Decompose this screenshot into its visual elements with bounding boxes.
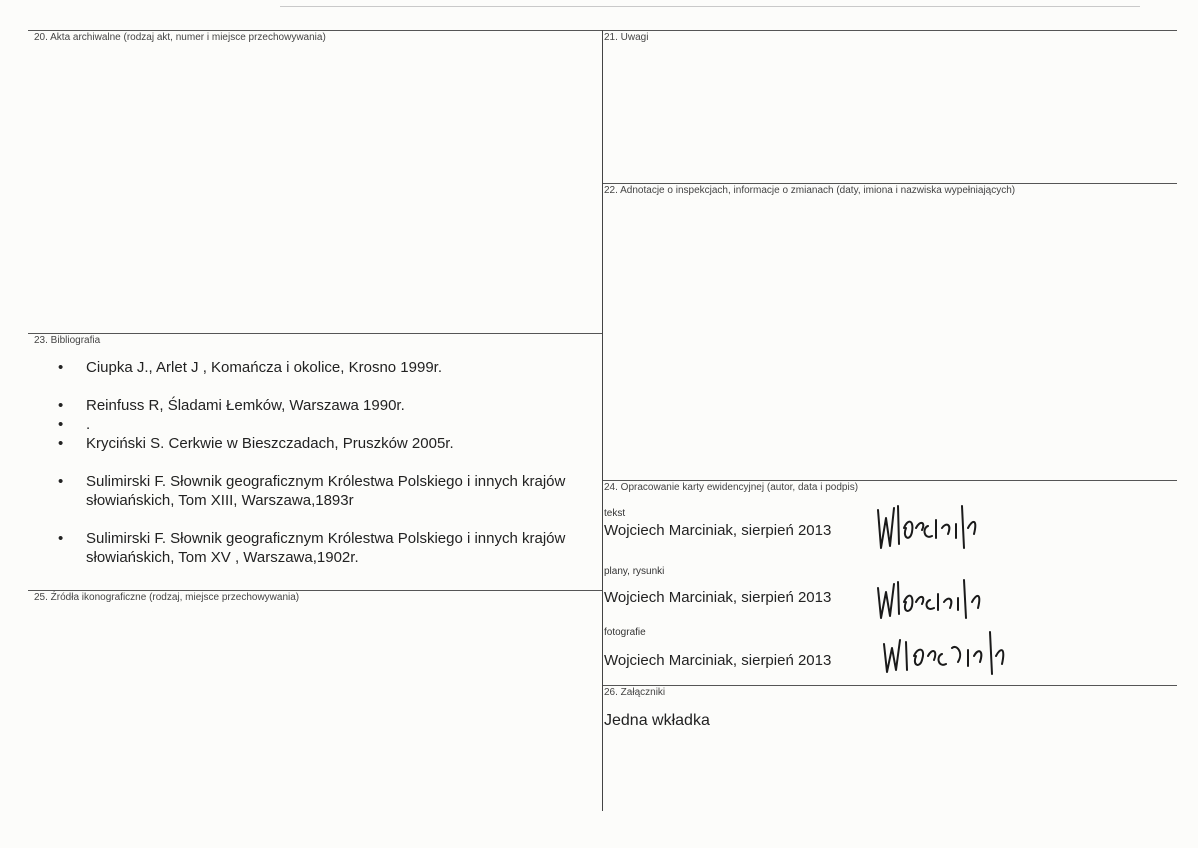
plans-author-value: Wojciech Marciniak, sierpień 2013 [604, 589, 832, 606]
bibliography-text: Ciupka J., Arlet J , Komańcza i okolice, Krosno 1999r. [86, 359, 443, 376]
signature-handwritten [872, 498, 982, 554]
bibliography-item [56, 396, 596, 415]
text-author-label: tekst [604, 508, 626, 519]
bullet-icon: • [58, 397, 64, 414]
top-edge-rule [280, 6, 1140, 7]
bullet-icon: • [58, 530, 64, 547]
bibliography-item [56, 415, 596, 434]
section-25-label: 25. Źródła ikonograficzne (rodzaj, miejsce przechowywania) [34, 592, 300, 603]
bibliography-item [56, 358, 596, 377]
rule-section-21 [602, 30, 1177, 31]
bibliography-item [56, 472, 596, 510]
bibliography-list [56, 358, 596, 567]
photos-author-value: Wojciech Marciniak, sierpień 2013 [604, 652, 832, 669]
column-divider [602, 30, 603, 811]
bibliography-item [56, 529, 596, 567]
rule-section-23 [28, 333, 602, 334]
section-20-label: 20. Akta archiwalne (rodzaj akt, numer i miejsce przechowywania) [34, 32, 326, 43]
section-24-label: 24. Opracowanie karty ewidencyjnej (autor, data i podpis) [604, 482, 859, 493]
bibliography-item [56, 434, 596, 453]
signature-handwritten [872, 574, 987, 622]
bibliography-text: . [86, 416, 91, 433]
section-22-label: 22. Adnotacje o inspekcjach, informacje o zmianach (daty, imiona i nazwiska wypełniających) [604, 185, 1016, 196]
bibliography-text: Kryciński S. Cerkwie w Bieszczadach, Pruszków 2005r. [86, 435, 454, 452]
bibliography-text: Sulimirski F. Słownik geograficznym Królestwa Polskiego i innych krajów słowiańskich, Tom XV , Warszawa,1902r. [86, 530, 566, 566]
bibliography-text: Sulimirski F. Słownik geograficznym Królestwa Polskiego i innych krajów słowiańskich, Tom XIII, Warszawa,1893r [86, 473, 566, 509]
rule-section-22 [602, 183, 1177, 184]
bullet-icon: • [58, 435, 64, 452]
plans-author-label: plany, rysunki [604, 566, 665, 577]
rule-section-25 [28, 590, 602, 591]
bullet-icon: • [58, 359, 64, 376]
attachments-value: Jedna wkładka [604, 712, 710, 729]
signature-handwritten [878, 626, 1008, 678]
bullet-icon: • [58, 473, 64, 490]
section-23-label: 23. Bibliografia [34, 335, 101, 346]
rule-section-20 [28, 30, 602, 31]
rule-section-26 [602, 685, 1177, 686]
photos-author-label: fotografie [604, 627, 646, 638]
section-26-label: 26. Załączniki [604, 687, 666, 698]
rule-section-24 [602, 480, 1177, 481]
bibliography-text: Reinfuss R, Śladami Łemków, Warszawa 1990r. [86, 397, 405, 414]
text-author-value: Wojciech Marciniak, sierpień 2013 [604, 522, 832, 539]
bullet-icon: • [58, 416, 64, 433]
section-21-label: 21. Uwagi [604, 32, 649, 43]
